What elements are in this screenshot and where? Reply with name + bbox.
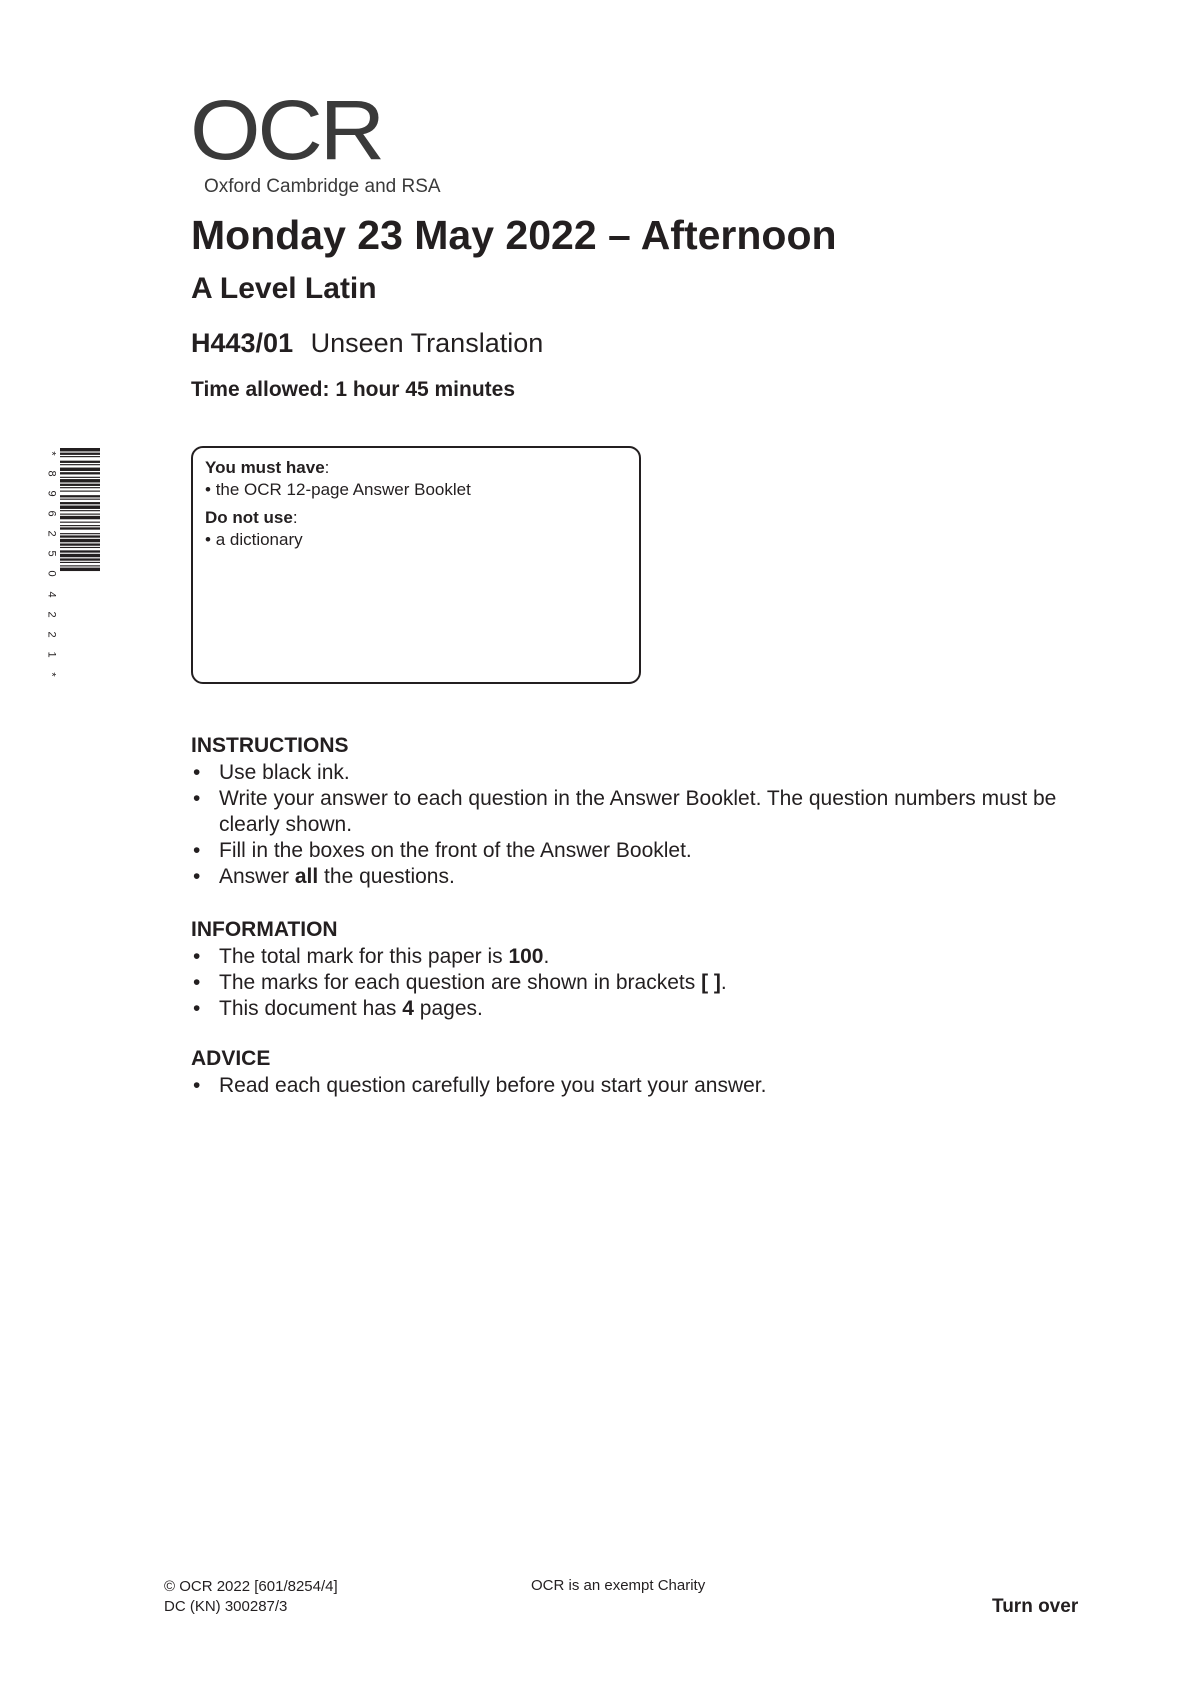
list-item: • Use black ink. bbox=[191, 760, 1091, 786]
barcode-bar bbox=[60, 533, 100, 534]
do-not-use-item-text: a dictionary bbox=[215, 530, 303, 549]
barcode-bar bbox=[60, 510, 100, 511]
barcode-bar bbox=[60, 554, 100, 557]
barcode-bar bbox=[60, 499, 100, 500]
barcode-bar bbox=[60, 468, 100, 471]
logo-subtitle: Oxford Cambridge and RSA bbox=[204, 176, 441, 197]
list-item: • Read each question carefully before you start your answer. bbox=[191, 1073, 1091, 1099]
list-item-text: . bbox=[720, 971, 727, 994]
list-item-emphasis: 100 bbox=[508, 945, 544, 968]
barcode-bar bbox=[60, 479, 100, 482]
barcode-bar bbox=[60, 464, 100, 465]
barcode-digits bbox=[44, 448, 58, 680]
footer-left bbox=[164, 1577, 338, 1617]
list-item-text: pages. bbox=[413, 997, 483, 1020]
barcode-bar bbox=[60, 550, 100, 552]
barcode-bar bbox=[60, 525, 100, 526]
do-not-use-item: • a dictionary bbox=[205, 530, 303, 549]
barcode-bar bbox=[60, 495, 100, 497]
do-not-use-label: Do not use bbox=[205, 508, 293, 527]
unit-title: Unseen Translation bbox=[310, 328, 544, 358]
list-item: • Write your answer to each question in the Answer Booklet. The question numbers must be clearly shown. bbox=[191, 786, 1091, 838]
list-item-emphasis: 4 bbox=[402, 997, 414, 1020]
barcode-bar bbox=[60, 558, 100, 560]
barcode-bar bbox=[60, 506, 100, 509]
list-item-emphasis: [ ] bbox=[701, 971, 721, 994]
exam-date: Monday 23 May 2022 – Afternoon bbox=[191, 212, 837, 258]
list-item bbox=[191, 996, 1091, 1022]
barcode-digit: 2 bbox=[45, 611, 58, 618]
barcode-digit: 2 bbox=[45, 530, 58, 537]
barcode-bar bbox=[60, 491, 100, 492]
must-have-item-text: the OCR 12-page Answer Booklet bbox=[215, 480, 471, 499]
list-item bbox=[191, 944, 1091, 970]
requirements-box bbox=[191, 446, 641, 684]
document-code: DC (KN) 300287/3 bbox=[164, 1598, 288, 1615]
list-item bbox=[191, 970, 1091, 996]
barcode-bar bbox=[60, 456, 100, 457]
barcode-bar bbox=[60, 453, 100, 455]
barcode-digit: 9 bbox=[45, 490, 58, 497]
barcode-bar bbox=[60, 565, 100, 566]
must-have-heading bbox=[205, 458, 627, 478]
information-list bbox=[191, 944, 1091, 1022]
barcode-digit: 2 bbox=[45, 631, 58, 638]
barcode-bar bbox=[60, 535, 100, 537]
colon: : bbox=[292, 508, 298, 527]
barcode-bar bbox=[60, 448, 100, 451]
unit-code: H443/01 bbox=[191, 328, 294, 358]
barcode-digit: 1 bbox=[45, 651, 58, 658]
instructions-heading: INSTRUCTIONS bbox=[191, 734, 349, 757]
instructions-list bbox=[191, 760, 1091, 890]
barcode-bar bbox=[60, 547, 100, 548]
barcode-bar bbox=[60, 522, 100, 523]
list-item-text: The total mark for this paper is bbox=[219, 945, 509, 968]
barcode-bar bbox=[60, 516, 100, 519]
barcode-bar bbox=[60, 568, 100, 571]
list-item-emphasis: all bbox=[294, 865, 319, 888]
information-section bbox=[191, 918, 1091, 1022]
barcode-bar bbox=[60, 461, 100, 463]
barcode-bar bbox=[60, 562, 100, 563]
list-item: • Fill in the boxes on the front of the Answer Booklet. bbox=[191, 838, 1091, 864]
unit-line bbox=[191, 328, 543, 359]
list-item-text: The marks for each question are shown in brackets bbox=[219, 971, 702, 994]
list-item-text: Answer bbox=[219, 865, 295, 888]
barcode-bar bbox=[60, 472, 100, 474]
barcode-digit: 6 bbox=[45, 510, 58, 517]
list-item-text: the questions. bbox=[318, 865, 455, 888]
barcode-bar bbox=[60, 502, 100, 504]
time-allowed: Time allowed: 1 hour 45 minutes bbox=[191, 378, 516, 401]
barcode-bar bbox=[60, 514, 100, 515]
colon: : bbox=[324, 458, 330, 477]
advice-section bbox=[191, 1047, 1091, 1099]
list-item-text: . bbox=[543, 945, 550, 968]
turn-over: Turn over bbox=[992, 1596, 1079, 1617]
advice-heading: ADVICE bbox=[191, 1047, 271, 1070]
barcode-bar bbox=[60, 487, 100, 488]
qualification-title: A Level Latin bbox=[191, 272, 377, 305]
list-item-text: This document has bbox=[219, 997, 403, 1020]
advice-list bbox=[191, 1073, 1091, 1099]
do-not-use-heading bbox=[205, 508, 627, 528]
must-have-item: • the OCR 12-page Answer Booklet bbox=[205, 480, 471, 499]
barcode-digit: 5 bbox=[45, 550, 58, 557]
barcode-bar bbox=[60, 539, 100, 542]
barcode-digit: * bbox=[45, 451, 58, 456]
instructions-section bbox=[191, 734, 1091, 890]
barcode-digit: 8 bbox=[45, 470, 58, 477]
copyright: © OCR 2022 [601/8254/4] bbox=[164, 1578, 338, 1595]
must-have-label: You must have bbox=[205, 458, 325, 477]
barcode-digit: 0 bbox=[45, 570, 58, 578]
list-item bbox=[191, 864, 1091, 890]
barcode-bar bbox=[60, 484, 100, 486]
barcode-bar bbox=[60, 477, 100, 478]
barcode-digit: 4 bbox=[45, 590, 58, 598]
barcode-digit: * bbox=[45, 672, 58, 677]
barcode-bar bbox=[60, 527, 100, 529]
logo-mark: OCR bbox=[190, 83, 382, 177]
barcode-bar bbox=[60, 543, 100, 545]
charity-notice: OCR is an exempt Charity bbox=[531, 1577, 706, 1594]
information-heading: INFORMATION bbox=[191, 918, 338, 941]
